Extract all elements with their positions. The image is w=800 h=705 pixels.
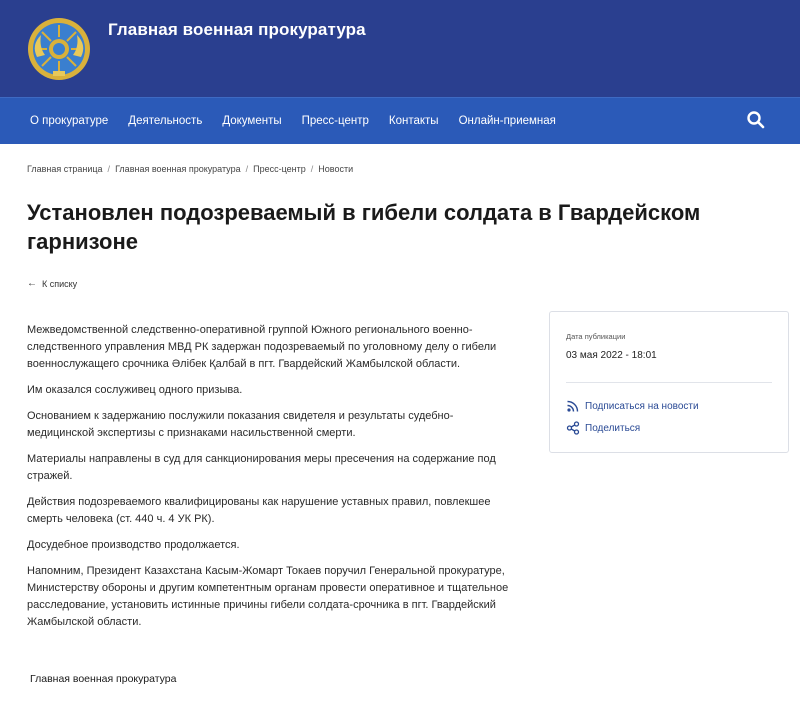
subscribe-news-link[interactable]: [566, 399, 699, 413]
breadcrumb-separator: /: [245, 164, 249, 174]
back-link-label: К списку: [42, 278, 78, 289]
site-title[interactable]: Главная военная прокуратура: [108, 20, 366, 39]
article-body: [27, 322, 517, 640]
article-paragraph: Межведомственной следственно-оперативной группой Южного регионального военно-следственного управления МВД РК задержан подозреваемый по уголовному делу о гибели военнослужащего срочника Әлібек Қалбай в пгт. Гвардейский Жамбылской области.: [27, 324, 497, 370]
publication-date: 03 мая 2022 - 18:01: [566, 350, 657, 361]
rss-icon: [566, 399, 580, 413]
share-icon: [566, 421, 580, 435]
subscribe-label: Подписаться на новости: [585, 400, 699, 412]
breadcrumb-press-center[interactable]: Пресс-центр: [253, 164, 306, 174]
main-nav: [0, 97, 800, 144]
breadcrumb-military-prosecution[interactable]: Главная военная прокуратура: [115, 164, 241, 174]
share-label: Поделиться: [585, 422, 641, 434]
breadcrumb: [27, 164, 353, 174]
footer-title: Главная военная прокуратура: [30, 673, 177, 685]
nav-item-contacts[interactable]: Контакты: [388, 115, 439, 127]
breadcrumb-separator: /: [107, 164, 111, 174]
site-header: [0, 0, 800, 97]
article-paragraph: Материалы направлены в суд для санкционирования меры пресечения на содержание под стражей.: [27, 453, 496, 482]
breadcrumb-news[interactable]: Новости: [318, 164, 354, 174]
page-title: Установлен подозреваемый в гибели солдата в Гвардейском гарнизоне: [27, 200, 701, 254]
search-icon[interactable]: [746, 110, 766, 130]
nav-item-online-reception[interactable]: Онлайн-приемная: [458, 115, 556, 127]
arrow-left-icon: ←: [27, 278, 37, 289]
article-paragraph: Напомним, Президент Казахстана Касым-Жомарт Токаев поручил Генеральной прокуратуре, Министерству обороны и другим компетентным органам провести оперативное и тщательное расследование, установить истинные причины гибели солдата-срочника в пгт. Гвардейский Жамбылской области.: [27, 565, 509, 628]
nav-item-about[interactable]: О прокуратуре: [30, 115, 109, 127]
nav-item-activity[interactable]: Деятельность: [128, 115, 203, 127]
article-paragraph: Действия подозреваемого квалифицированы как нарушение уставных правил, повлекшее смерть человека (ст. 440 ч. 4 УК РК).: [27, 496, 491, 525]
nav-item-press-center[interactable]: Пресс-центр: [301, 115, 369, 127]
state-emblem-icon[interactable]: [27, 17, 91, 81]
breadcrumb-separator: /: [310, 164, 314, 174]
article-paragraph: Досудебное производство продолжается.: [27, 539, 240, 551]
nav-item-documents[interactable]: Документы: [222, 115, 282, 127]
article-paragraph: Им оказался сослуживец одного призыва.: [27, 384, 243, 396]
publication-info-card: [549, 311, 789, 453]
publication-date-label: Дата публикации: [566, 332, 626, 341]
breadcrumb-home[interactable]: Главная страница: [27, 164, 103, 174]
back-to-list-link[interactable]: [27, 278, 77, 289]
article-paragraph: Основанием к задержанию послужили показания свидетеля и результаты судебно-медицинской экспертизы с признаками насильственной смерти.: [27, 410, 454, 439]
share-link[interactable]: [566, 421, 640, 435]
card-divider: [566, 382, 772, 383]
